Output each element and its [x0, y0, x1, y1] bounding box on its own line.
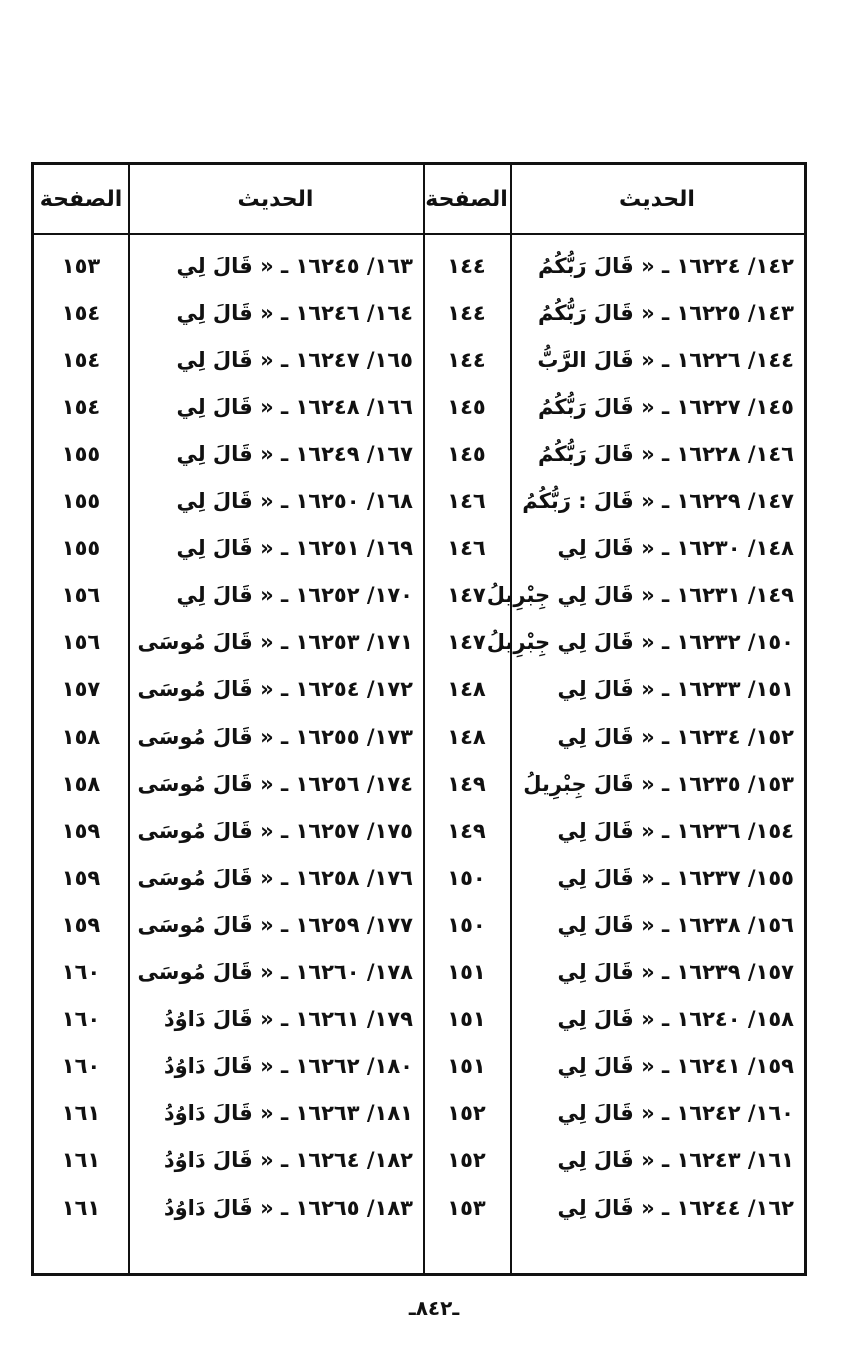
page-ref-left: ١٥٣: [61, 253, 101, 278]
table-row: [34, 1090, 804, 1137]
page-ref-left: ١٦١: [61, 1148, 101, 1173]
page-ref-right: ١٤٥: [447, 441, 486, 466]
hadith-entry-left: ١٦٨/ ١٦٢٥٠ ـ « قَالَ لِي: [176, 489, 413, 513]
hadith-entry-left: ١٧٤/ ١٦٢٥٦ ـ « قَالَ مُوسَى: [137, 771, 413, 796]
page-ref-left: ١٥٩: [61, 865, 101, 890]
page-ref-right: ١٥١: [447, 960, 486, 984]
table-row: [34, 901, 804, 948]
hadith-entry-right: ١٥٨/ ١٦٢٤٠ ـ « قَالَ لِي: [557, 1007, 794, 1032]
page-ref-left: ١٥٤: [61, 347, 101, 372]
page-ref-right: ١٤٤: [447, 347, 486, 372]
table-row: [34, 619, 804, 666]
table-row: [34, 383, 804, 430]
page-ref-right: ١٥٣: [447, 1195, 486, 1220]
page-ref-right: ١٤٦: [447, 536, 486, 561]
page-ref-left: ١٥٩: [61, 912, 101, 937]
page-ref-left: ١٥٦: [61, 583, 101, 608]
hadith-entry-left: ١٦٣/ ١٦٢٤٥ ـ « قَالَ لِي: [176, 253, 413, 278]
table-row: [34, 430, 804, 477]
page-ref-right: ١٤٤: [447, 253, 486, 278]
hadith-entry-right: ١٤٩/ ١٦٢٣١ ـ « قَالَ لِي جِبْرِيلُ: [486, 583, 794, 608]
hadith-entry-right: ١٤٢/ ١٦٢٢٤ ـ « قَالَ رَبُّكُمُ: [537, 253, 794, 278]
table-row: [34, 854, 804, 901]
hadith-entry-right: ١٤٥/ ١٦٢٢٧ ـ « قَالَ رَبُّكُمُ: [537, 394, 794, 419]
header-hadith-left: الحديث: [237, 186, 314, 212]
page-ref-right: ١٥٠: [447, 865, 486, 890]
page-ref-right: ١٤٥: [447, 394, 486, 419]
table-row: [34, 1137, 804, 1184]
page-ref-right: ١٤٩: [447, 818, 486, 843]
hadith-entry-left: ١٦٤/ ١٦٢٤٦ ـ « قَالَ لِي: [176, 300, 413, 325]
page-ref-left: ١٥٤: [61, 394, 101, 419]
page-ref-right: ١٤٤: [447, 300, 486, 325]
hadith-entry-left: ١٧٣/ ١٦٢٥٥ ـ « قَالَ مُوسَى: [137, 724, 413, 749]
hadith-entry-right: ١٤٣/ ١٦٢٢٥ ـ « قَالَ رَبُّكُمُ: [537, 300, 794, 325]
page-number: ـ٨٤٢ـ: [408, 1296, 460, 1320]
hadith-entry-right: ١٤٦/ ١٦٢٢٨ ـ « قَالَ رَبُّكُمُ: [537, 441, 794, 466]
table-row: [34, 336, 804, 383]
table-row: [34, 949, 804, 996]
table-row: [34, 242, 804, 289]
table-row: [34, 525, 804, 572]
page-ref-right: ١٥٢: [447, 1148, 486, 1173]
hadith-entry-left: ١٦٥/ ١٦٢٤٧ ـ « قَالَ لِي: [176, 347, 413, 372]
table-row: [34, 289, 804, 336]
hadith-entry-right: ١٥١/ ١٦٢٣٣ ـ « قَالَ لِي: [557, 677, 794, 702]
hadith-entry-left: ١٨٣/ ١٦٢٦٥ ـ « قَالَ دَاوُدُ: [163, 1195, 413, 1220]
hadith-entry-right: ١٥٩/ ١٦٢٤١ ـ « قَالَ لِي: [557, 1054, 794, 1079]
hadith-entry-left: ١٧٩/ ١٦٢٦١ ـ « قَالَ دَاوُدُ: [163, 1007, 413, 1032]
table-row: [34, 713, 804, 760]
page-ref-left: ١٦٠: [61, 960, 101, 984]
page-ref-left: ١٥٥: [61, 489, 101, 513]
hadith-entry-right: ١٥٧/ ١٦٢٣٩ ـ « قَالَ لِي: [557, 960, 794, 984]
header-hadith-right: الحديث: [619, 186, 695, 212]
hadith-entry-right: ١٤٨/ ١٦٢٣٠ ـ « قَالَ لِي: [557, 536, 794, 561]
page-ref-right: ١٤٦: [447, 489, 486, 513]
page-ref-left: ١٥٩: [61, 818, 101, 843]
table-row: [34, 760, 804, 807]
hadith-entry-left: ١٧٧/ ١٦٢٥٩ ـ « قَالَ مُوسَى: [137, 912, 413, 937]
table-row: [34, 1043, 804, 1090]
table-row: [34, 572, 804, 619]
table-row: [34, 666, 804, 713]
hadith-entry-left: ١٧٠/ ١٦٢٥٢ ـ « قَالَ لِي: [176, 583, 413, 608]
hadith-entry-right: ١٥٦/ ١٦٢٣٨ ـ « قَالَ لِي: [557, 912, 794, 937]
hadith-entry-left: ١٧٦/ ١٦٢٥٨ ـ « قَالَ مُوسَى: [137, 865, 413, 890]
page-ref-right: ١٥١: [447, 1007, 486, 1032]
hadith-entry-right: ١٦١/ ١٦٢٤٣ ـ « قَالَ لِي: [557, 1148, 794, 1173]
hadith-entry-right: ١٤٤/ ١٦٢٢٦ ـ « قَالَ الرَّبُّ: [537, 347, 794, 372]
hadith-entry-left: ١٧٥/ ١٦٢٥٧ ـ « قَالَ مُوسَى: [137, 818, 413, 843]
page-ref-left: ١٥٥: [61, 536, 101, 561]
hadith-entry-left: ١٨٠/ ١٦٢٦٢ ـ « قَالَ دَاوُدُ: [163, 1054, 413, 1079]
page-ref-right: ١٥١: [447, 1054, 486, 1079]
table-row: [34, 996, 804, 1043]
hadith-entry-left: ١٨١/ ١٦٢٦٣ ـ « قَالَ دَاوُدُ: [163, 1101, 413, 1126]
header-divider: [34, 233, 804, 235]
hadith-entry-right: ١٥٤/ ١٦٢٣٦ ـ « قَالَ لِي: [557, 818, 794, 843]
hadith-entry-left: ١٧٢/ ١٦٢٥٤ ـ « قَالَ مُوسَى: [137, 677, 413, 702]
hadith-index-table: [31, 162, 807, 1276]
page-ref-right: ١٤٩: [447, 771, 486, 796]
header-page-right: الصفحة: [425, 186, 508, 212]
page-ref-left: ١٥٦: [61, 630, 101, 655]
page-ref-left: ١٥٥: [61, 441, 101, 466]
page-ref-left: ١٥٨: [61, 724, 101, 749]
hadith-entry-right: ١٦٢/ ١٦٢٤٤ ـ « قَالَ لِي: [557, 1195, 794, 1220]
hadith-entry-left: ١٦٦/ ١٦٢٤٨ ـ « قَالَ لِي: [176, 394, 413, 419]
hadith-entry-right: ١٥٥/ ١٦٢٣٧ ـ « قَالَ لِي: [557, 865, 794, 890]
table-row: [34, 1184, 804, 1231]
hadith-entry-right: ١٤٧/ ١٦٢٢٩ ـ « قَالَ : رَبُّكُمُ: [522, 489, 794, 513]
page-ref-right: ١٥٢: [447, 1101, 486, 1126]
page-ref-left: ١٦٠: [61, 1054, 101, 1079]
header-page-left: الصفحة: [39, 186, 123, 212]
page-ref-right: ١٤٧: [447, 630, 486, 655]
page-ref-left: ١٥٤: [61, 300, 101, 325]
table-row: [34, 807, 804, 854]
hadith-entry-left: ١٧٨/ ١٦٢٦٠ ـ « قَالَ مُوسَى: [137, 960, 413, 984]
hadith-entry-left: ١٨٢/ ١٦٢٦٤ ـ « قَالَ دَاوُدُ: [163, 1148, 413, 1173]
page-ref-left: ١٦٠: [61, 1007, 101, 1032]
page-ref-right: ١٤٨: [447, 724, 486, 749]
hadith-entry-right: ١٦٠/ ١٦٢٤٢ ـ « قَالَ لِي: [557, 1101, 794, 1126]
page-ref-right: ١٥٠: [447, 912, 486, 937]
page-ref-left: ١٥٨: [61, 771, 101, 796]
hadith-entry-left: ١٧١/ ١٦٢٥٣ ـ « قَالَ مُوسَى: [137, 630, 413, 655]
hadith-entry-right: ١٥٣/ ١٦٢٣٥ ـ « قَالَ جِبْرِيلُ: [523, 771, 794, 796]
hadith-entry-left: ١٦٧/ ١٦٢٤٩ ـ « قَالَ لِي: [176, 441, 413, 466]
table-row: [34, 478, 804, 525]
page-ref-left: ١٥٧: [61, 677, 101, 702]
page-ref-left: ١٦١: [61, 1101, 101, 1126]
page-ref-right: ١٤٧: [447, 583, 486, 608]
page-ref-left: ١٦١: [61, 1195, 101, 1220]
hadith-entry-left: ١٦٩/ ١٦٢٥١ ـ « قَالَ لِي: [176, 536, 413, 561]
hadith-entry-right: ١٥٢/ ١٦٢٣٤ ـ « قَالَ لِي: [557, 724, 794, 749]
page-ref-right: ١٤٨: [447, 677, 486, 702]
hadith-entry-right: ١٥٠/ ١٦٢٣٢ ـ « قَالَ لِي جِبْرِيلُ: [486, 630, 794, 655]
